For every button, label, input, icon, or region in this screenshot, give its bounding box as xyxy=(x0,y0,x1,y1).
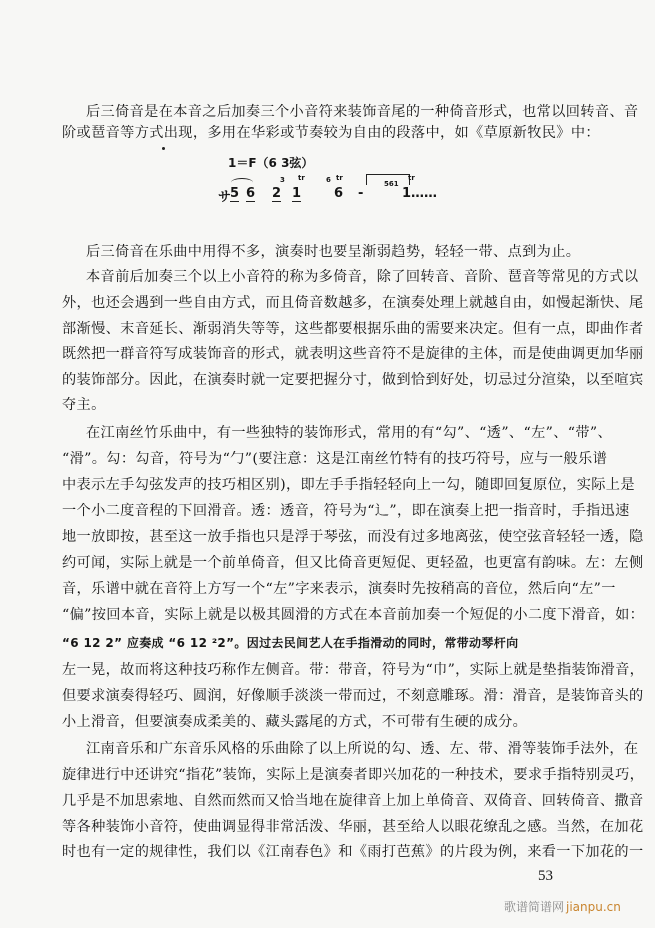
paragraph-line: 时也有一定的规律性，我们以《江南春色》和《雨打芭蕉》的片段为例，来看一下加花的一 xyxy=(62,844,644,860)
free-tempo-mark: サ xyxy=(218,190,232,205)
paragraph-line: 在江南丝竹乐曲中，有一些独特的装饰形式，常用的有“勾”、“透”、“左”、“带”、 xyxy=(86,425,613,441)
grace-note: 3 xyxy=(280,176,285,184)
paragraph-line: 约可闻，实际上就是一个前单倚音，但又比倚音更短促、更轻盈，也更富有韵味。左：左侧 xyxy=(62,555,644,571)
trill-mark: tr xyxy=(408,174,415,182)
dash: - xyxy=(358,186,364,201)
paragraph-line-with-notation: “6 12 2” 应奏成 “6 12 ²2”。因过去民间艺人在手指滑动的同时，常带动琴杆向 xyxy=(62,636,519,650)
paragraph-line: 几乎是不加思索地、自然而然而又恰当地在旋律音上加上单倚音、双倚音、回转倚音、撒音 xyxy=(62,793,644,809)
note: 2 xyxy=(272,186,282,201)
paragraph-line: 部渐慢、末音延长、渐弱消失等等，这些都要根据乐曲的需要来决定。但有一点，即曲作者 xyxy=(62,321,644,337)
paragraph-line: 左一晃，故而将这种技巧称作左侧音。带：带音，符号为“巾”，实际上就是垫指装饰滑音， xyxy=(62,662,645,678)
note: 1…… xyxy=(402,186,438,201)
paragraph-line: “偏”按回本音，实际上就是以极其圆滑的方式在本音前加奏一个短促的小二度下滑音，如： xyxy=(62,607,645,623)
paragraph-line: 本音前后加奏三个以上小音符的称为多倚音，除了回转音、音阶、琶音等常见的方式以 xyxy=(86,269,639,285)
paragraph-line: 等各种装饰小音符，使曲调显得非常活泼、华丽，甚至给人以眼花缭乱之感。当然，在加花 xyxy=(62,819,644,835)
paragraph-line: 音，乐谱中就在音符上方写一个“左”字来表示，演奏时先按稍高的音位，然后向“左”一 xyxy=(62,581,616,597)
note: 6 xyxy=(334,186,344,201)
trill-mark: tr xyxy=(336,174,343,182)
note: 6 xyxy=(246,186,256,201)
paragraph-line: 的装饰部分。因此，在演奏时就一定要把握分寸，做到恰到好处，切忌过分渲染，以至喧宾 xyxy=(62,372,644,388)
paragraph-line: 中表示左手勾弦发声的技巧相区别)，即左手手指轻轻向上一勾，随即回复原位，实际上是 xyxy=(62,477,635,493)
grace-notes: 561 xyxy=(384,180,399,188)
music-notation-example xyxy=(218,150,478,220)
paragraph-line: 旋律进行中还讲究“指花”装饰，实际上是演奏者即兴加花的一种技术，要求手指特别灵巧， xyxy=(62,767,645,783)
paragraph-line: 但要求演奏得轻巧、圆润，好像顺手淡淡一带而过，不刻意雕琢。滑：滑音，是装饰音头的 xyxy=(62,688,644,704)
note: 1 xyxy=(292,186,302,201)
paragraph-line: “滑”。勾：勾音，符号为“勹”(要注意：这是江南丝竹特有的技巧符号，应与一般乐谱 xyxy=(62,451,608,467)
watermark-site-name: 歌谱简谱网 xyxy=(504,900,565,914)
paragraph-line: 既然把一群音符写成装饰音的形式，就表明这些音符不是旋律的主体，而是使曲调更加华丽 xyxy=(62,346,644,362)
paragraph-line: 外，也还会遇到一些自由方式，而且倚音数越多，在演奏处理上就越自由，如慢起渐快、尾 xyxy=(62,295,644,311)
paragraph-line: 阶或琶音等方式出现，多用在华彩或节奏较为自由的段落中，如《草原新牧民》中： xyxy=(62,125,600,141)
paragraph-line: 后三倚音是在本音之后加奏三个小音符来装饰音尾的一种倚音形式，也常以回转音、音 xyxy=(86,104,639,120)
stray-dot xyxy=(162,147,165,150)
paragraph-line: 一个小二度音程的下回滑音。透：透音，符号为“辶”，即在演奏上把一指音时，手指迅速 xyxy=(62,503,630,519)
paragraph-line: 江南音乐和广东音乐风格的乐曲除了以上所说的勾、透、左、带、滑等装饰手法外，在 xyxy=(86,741,639,757)
note: 5 xyxy=(230,186,240,201)
grace-note: 6 xyxy=(326,176,331,184)
paragraph-line: 夺主。 xyxy=(62,397,106,413)
watermark-url: jianpu.cn xyxy=(566,900,621,914)
watermark xyxy=(504,898,621,915)
page-number: 53 xyxy=(538,868,553,884)
paragraph-line: 后三倚音在乐曲中用得不多，演奏时也要呈渐弱趋势，轻轻一带、点到为止。 xyxy=(86,244,581,260)
paragraph-line: 小上滑音，但要演奏成柔美的、藏头露尾的方式，不可带有生硬的成分。 xyxy=(62,714,528,730)
trill-mark: tr xyxy=(298,174,305,182)
key-signature: 1＝F（6 3弦） xyxy=(228,156,314,170)
paragraph-line: 地一放即按，甚至这一放手指也只是浮于琴弦，而没有过多地离弦，使空弦音轻轻一透，隐 xyxy=(62,529,644,545)
